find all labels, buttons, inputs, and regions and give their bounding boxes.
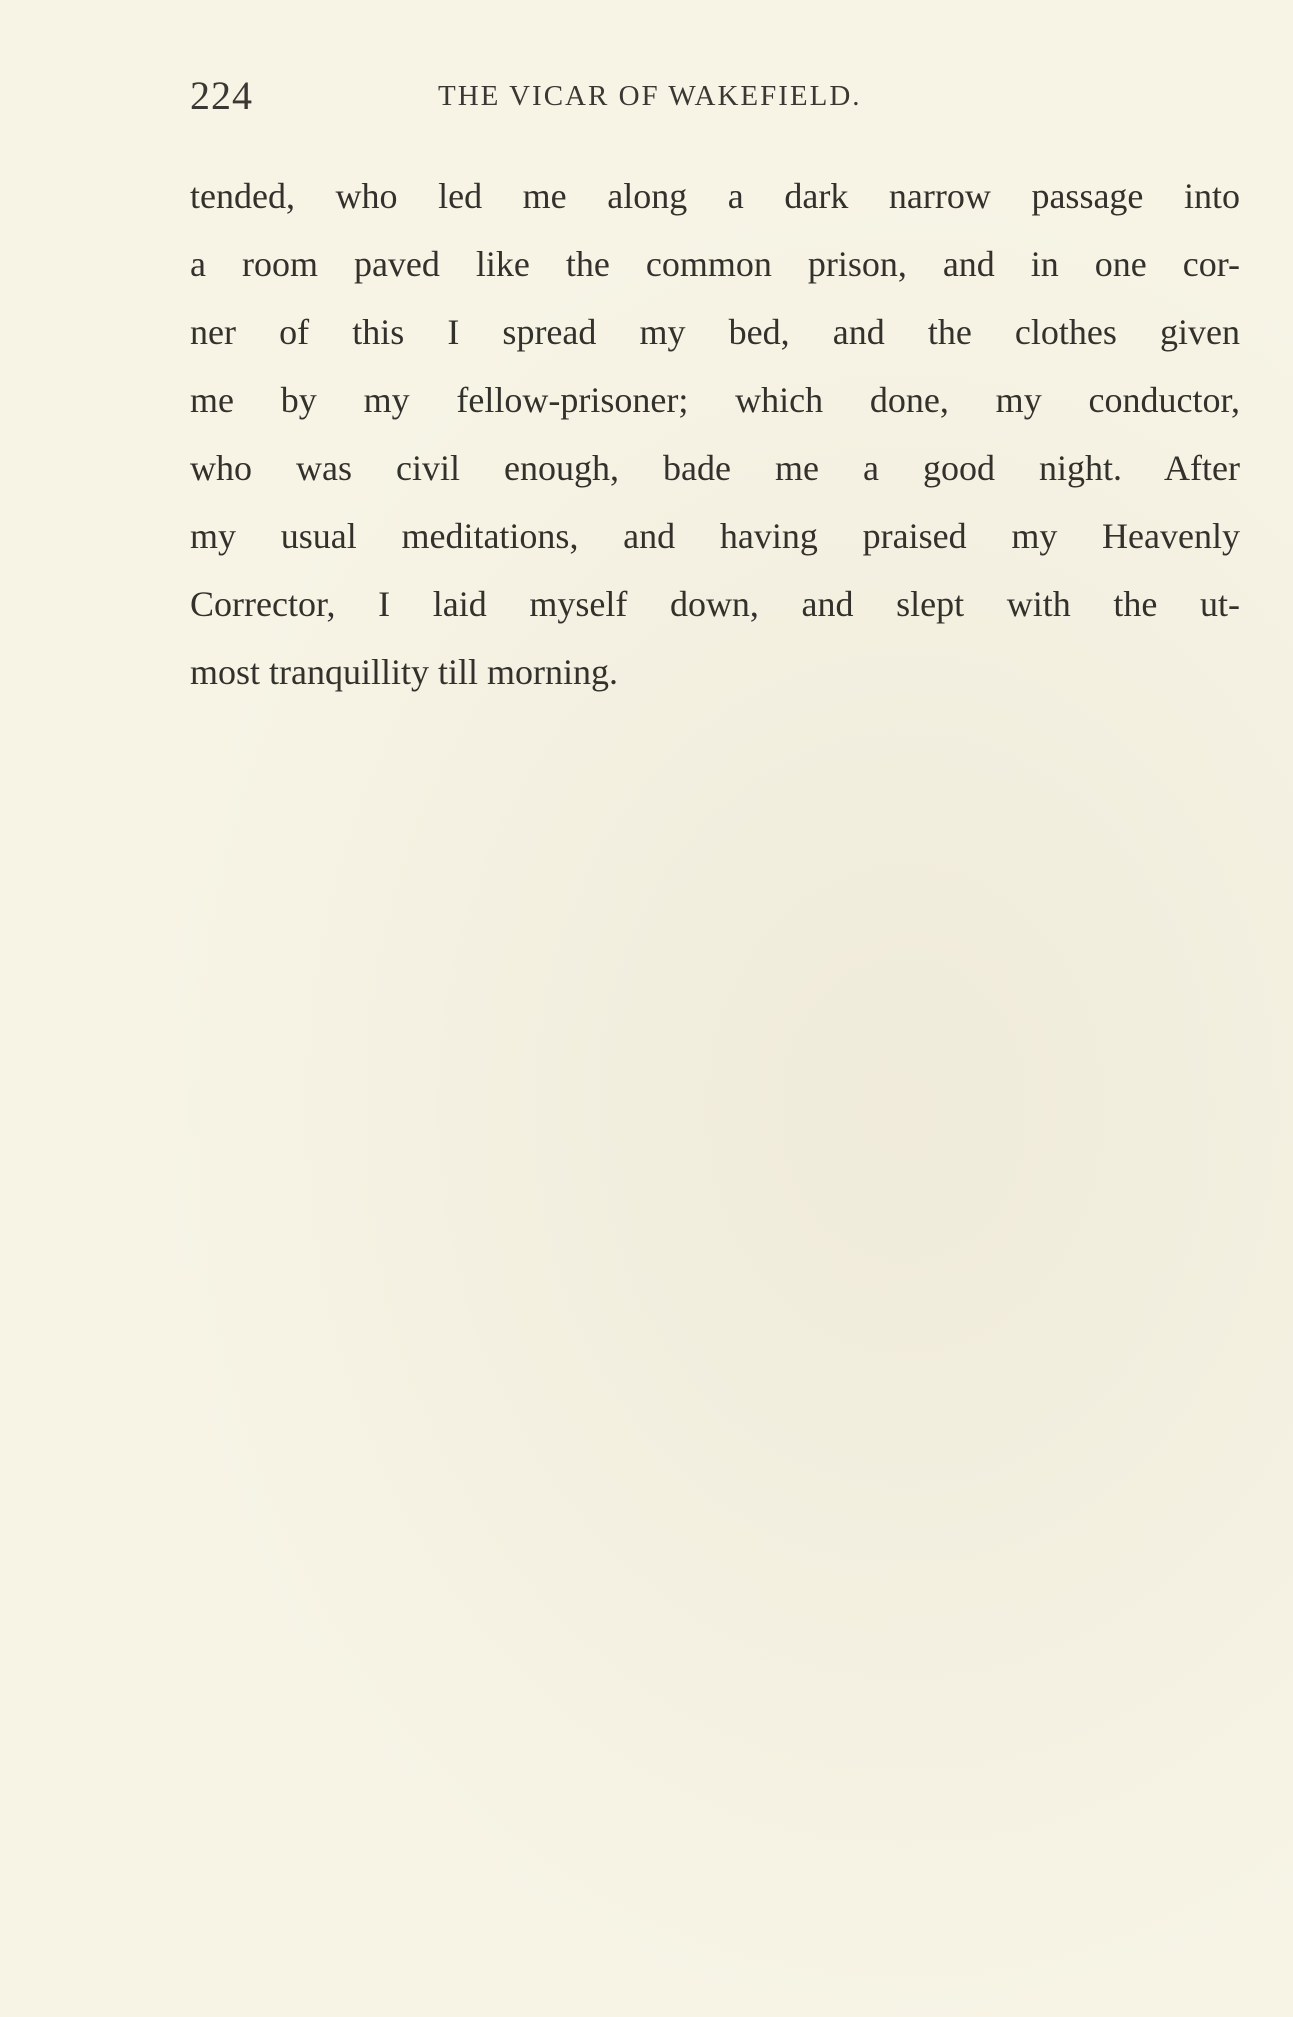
text-line: my usual meditations, and having praised my Heavenly (190, 516, 1240, 556)
text-line: me by my fellow-prisoner; which done, my conductor, (190, 380, 1240, 420)
text-line: ner of this I spread my bed, and the clothes given (190, 312, 1240, 352)
running-head (190, 72, 1240, 122)
text-line: who was civil enough, bade me a good night. After (190, 448, 1240, 488)
text-line: a room paved like the common prison, and in one cor- (190, 244, 1240, 284)
text-line: Corrector, I laid myself down, and slept with the ut- (190, 584, 1240, 624)
running-title: THE VICAR OF WAKEFIELD. (438, 80, 862, 112)
page-number: 224 (190, 73, 253, 118)
text-line: tended, who led me along a dark narrow passage into (190, 176, 1240, 216)
text-line: most tranquillity till morning. (190, 652, 618, 692)
body-paragraph (190, 162, 1240, 706)
